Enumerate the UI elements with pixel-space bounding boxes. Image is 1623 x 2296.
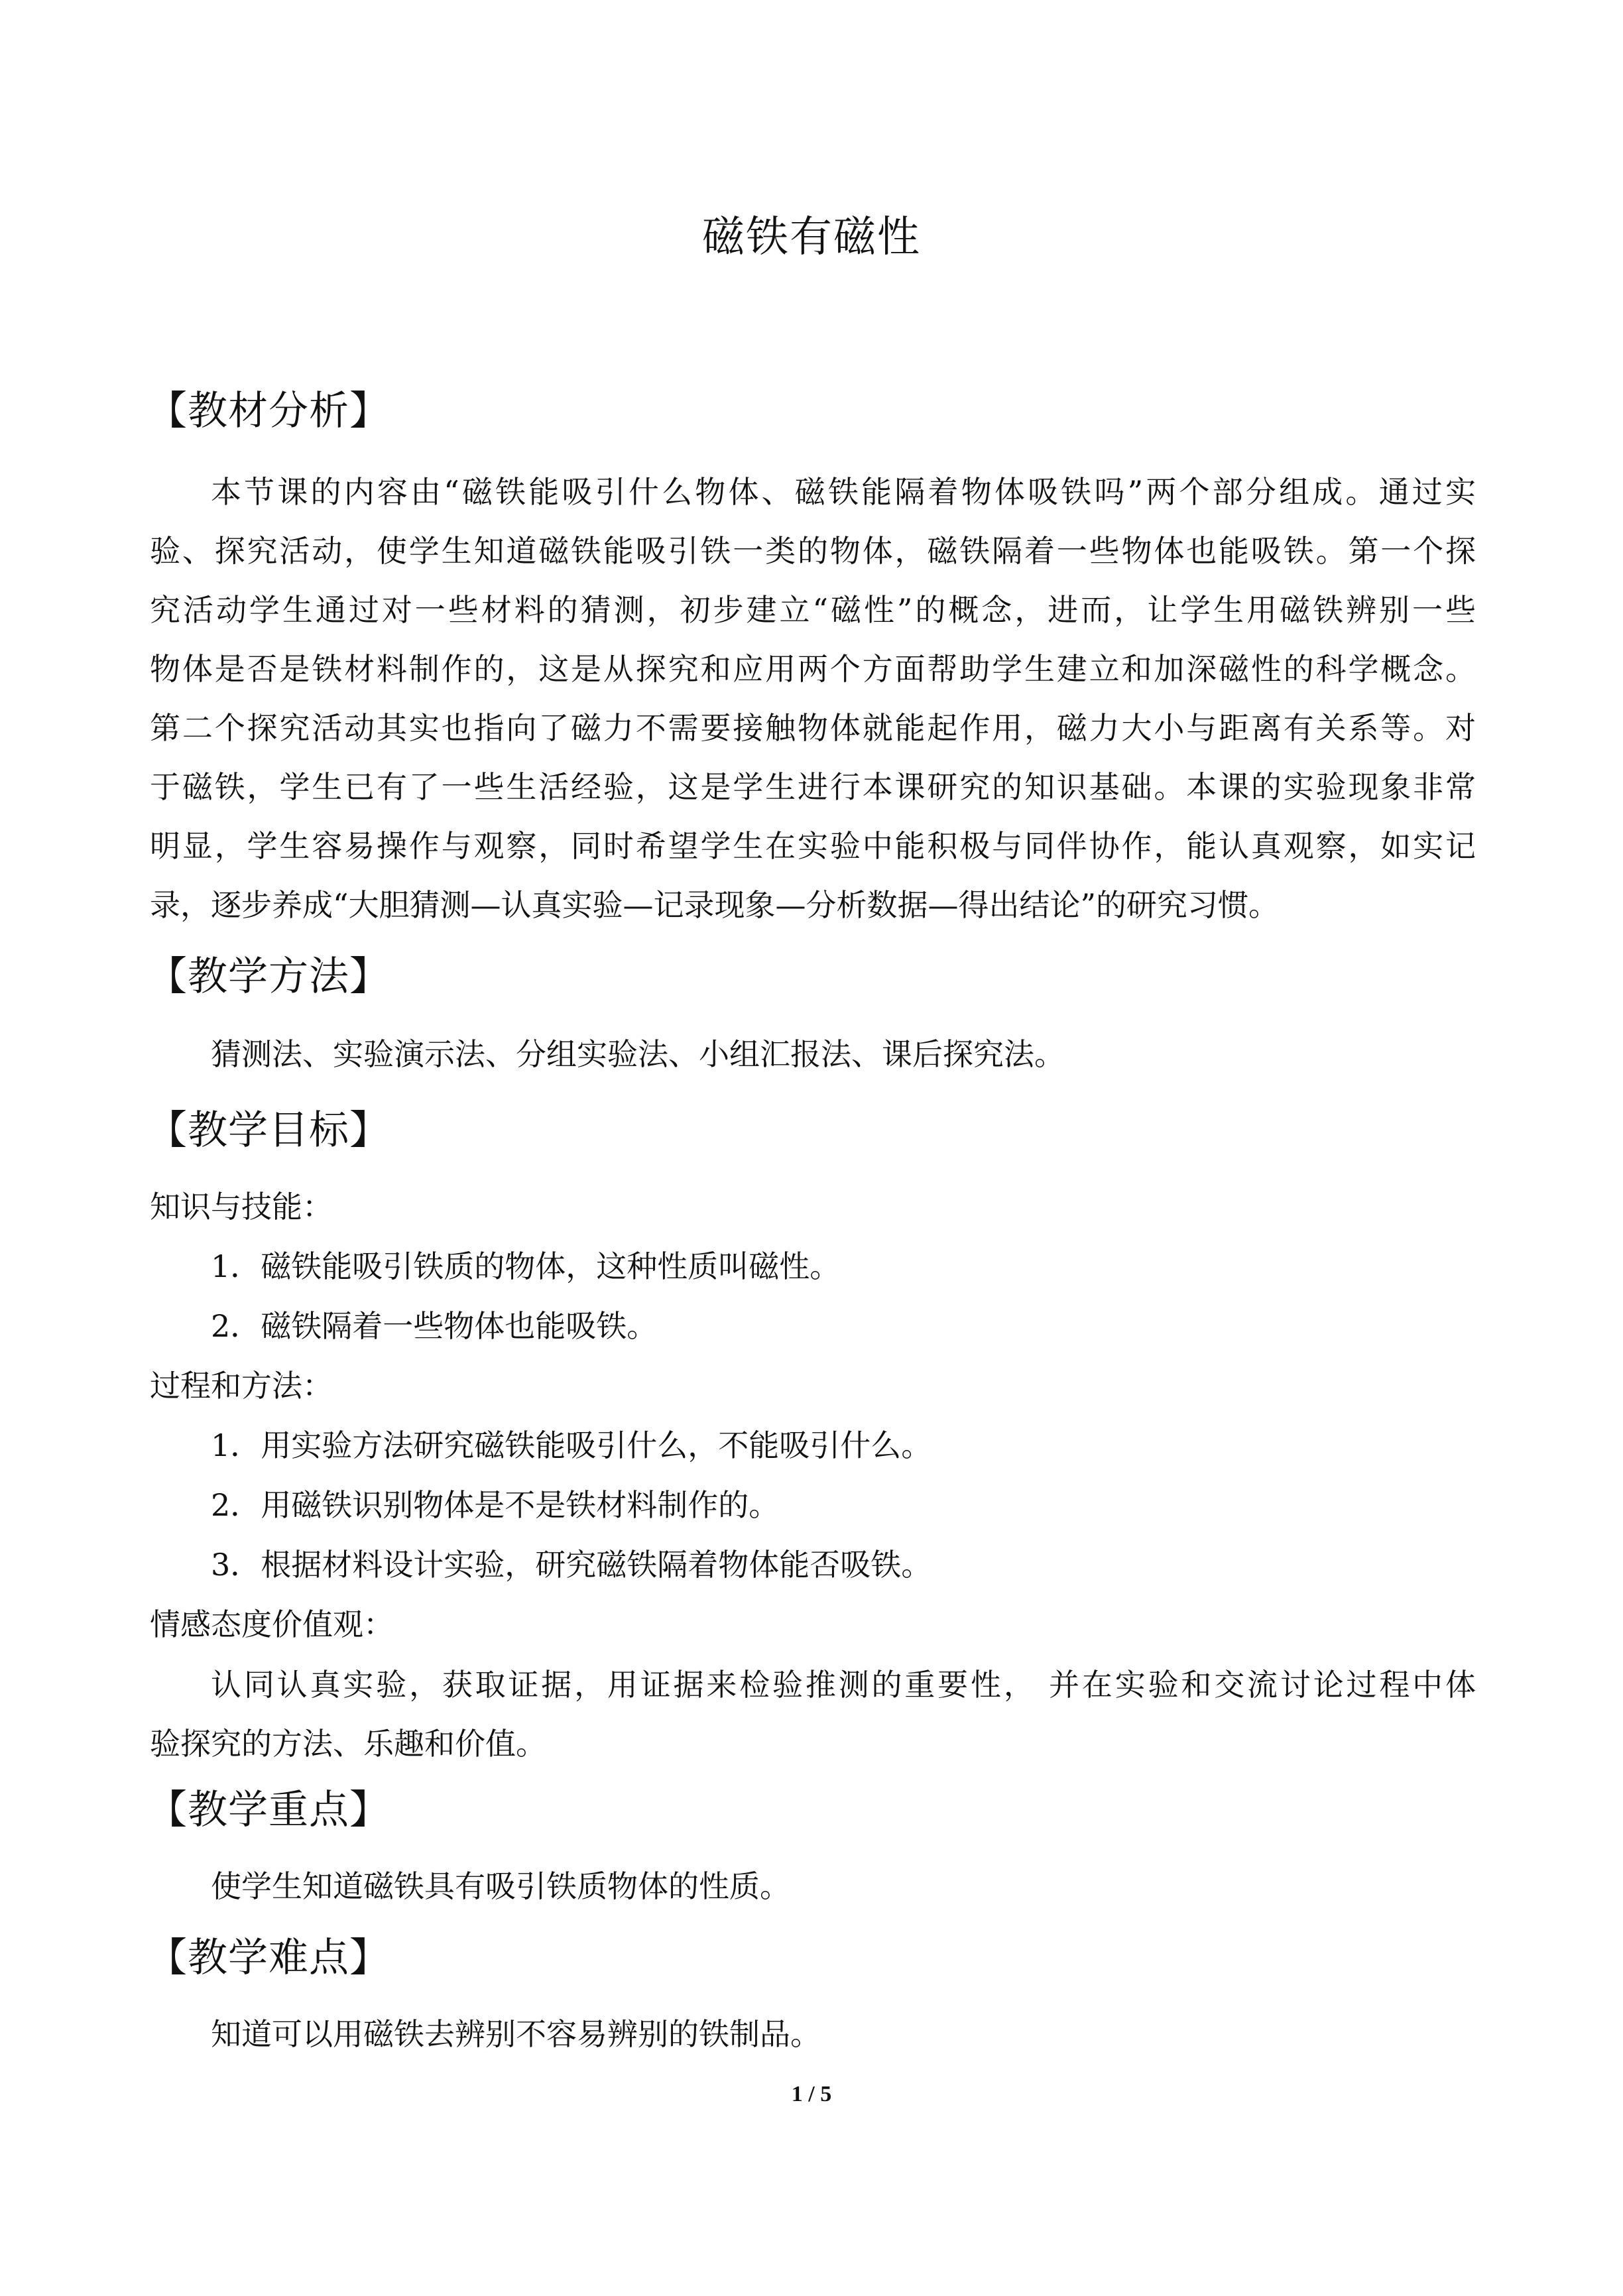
heading-difficulty: 【教学难点】 [147, 1935, 390, 1981]
analysis-line: 本节课的内容由“磁铁能吸引什么物体、磁铁能隔着物体吸铁吗”两个部分组成。通过实 [211, 474, 1476, 510]
process-item: 2．用磁铁识别物体是不是铁材料制作的。 [211, 1487, 780, 1523]
knowledge-item: 1．磁铁能吸引铁质的物体，这种性质叫磁性。 [211, 1248, 841, 1284]
heading-key: 【教学重点】 [147, 1787, 390, 1833]
heading-method: 【教学方法】 [147, 953, 390, 1000]
analysis-line: 验、探究活动，使学生知道磁铁能吸引铁一类的物体，磁铁隔着一些物体也能吸铁。第一个探 [150, 533, 1476, 569]
process-label: 过程和方法： [150, 1368, 333, 1404]
attitude-line: 验探究的方法、乐趣和价值。 [150, 1726, 546, 1762]
attitude-line: 认同认真实验，获取证据，用证据来检验推测的重要性， 并在实验和交流讨论过程中体 [211, 1667, 1476, 1703]
page-number: 1 / 5 [791, 2082, 832, 2106]
method-text: 猜测法、实验演示法、分组实验法、小组汇报法、课后探究法。 [211, 1036, 1065, 1072]
key-text: 使学生知道磁铁具有吸引铁质物体的性质。 [211, 1868, 790, 1904]
heading-goals: 【教学目标】 [147, 1107, 390, 1154]
analysis-line: 于磁铁，学生已有了一些生活经验，这是学生进行本课研究的知识基础。本课的实验现象非常 [150, 769, 1476, 805]
attitude-paragraph [150, 1656, 1476, 1774]
difficulty-text: 知道可以用磁铁去辨别不容易辨别的铁制品。 [211, 2016, 821, 2052]
document-title: 磁铁有磁性 [702, 213, 921, 262]
process-item: 1．用实验方法研究磁铁能吸引什么，不能吸引什么。 [211, 1427, 932, 1463]
heading-analysis: 【教材分析】 [147, 388, 390, 434]
attitude-label: 情感态度价值观： [150, 1606, 394, 1642]
analysis-line: 第二个探究活动其实也指向了磁力不需要接触物体就能起作用，磁力大小与距离有关系等。对 [150, 710, 1476, 746]
analysis-paragraph [150, 463, 1476, 935]
knowledge-item: 2．磁铁隔着一些物体也能吸铁。 [211, 1308, 658, 1344]
process-item: 3．根据材料设计实验，研究磁铁隔着物体能否吸铁。 [211, 1547, 932, 1583]
analysis-line: 究活动学生通过对一些材料的猜测，初步建立“磁性”的概念，进而，让学生用磁铁辨别一些 [150, 592, 1476, 628]
knowledge-label: 知识与技能： [150, 1189, 333, 1225]
analysis-line: 物体是否是铁材料制作的，这是从探究和应用两个方面帮助学生建立和加深磁性的科学概念。 [150, 651, 1476, 687]
analysis-line: 录，逐步养成“大胆猜测—认真实验—记录现象—分析数据—得出结论”的研究习惯。 [150, 887, 1280, 923]
analysis-line: 明显，学生容易操作与观察，同时希望学生在实验中能积极与同伴协作，能认真观察，如实记 [150, 828, 1476, 864]
